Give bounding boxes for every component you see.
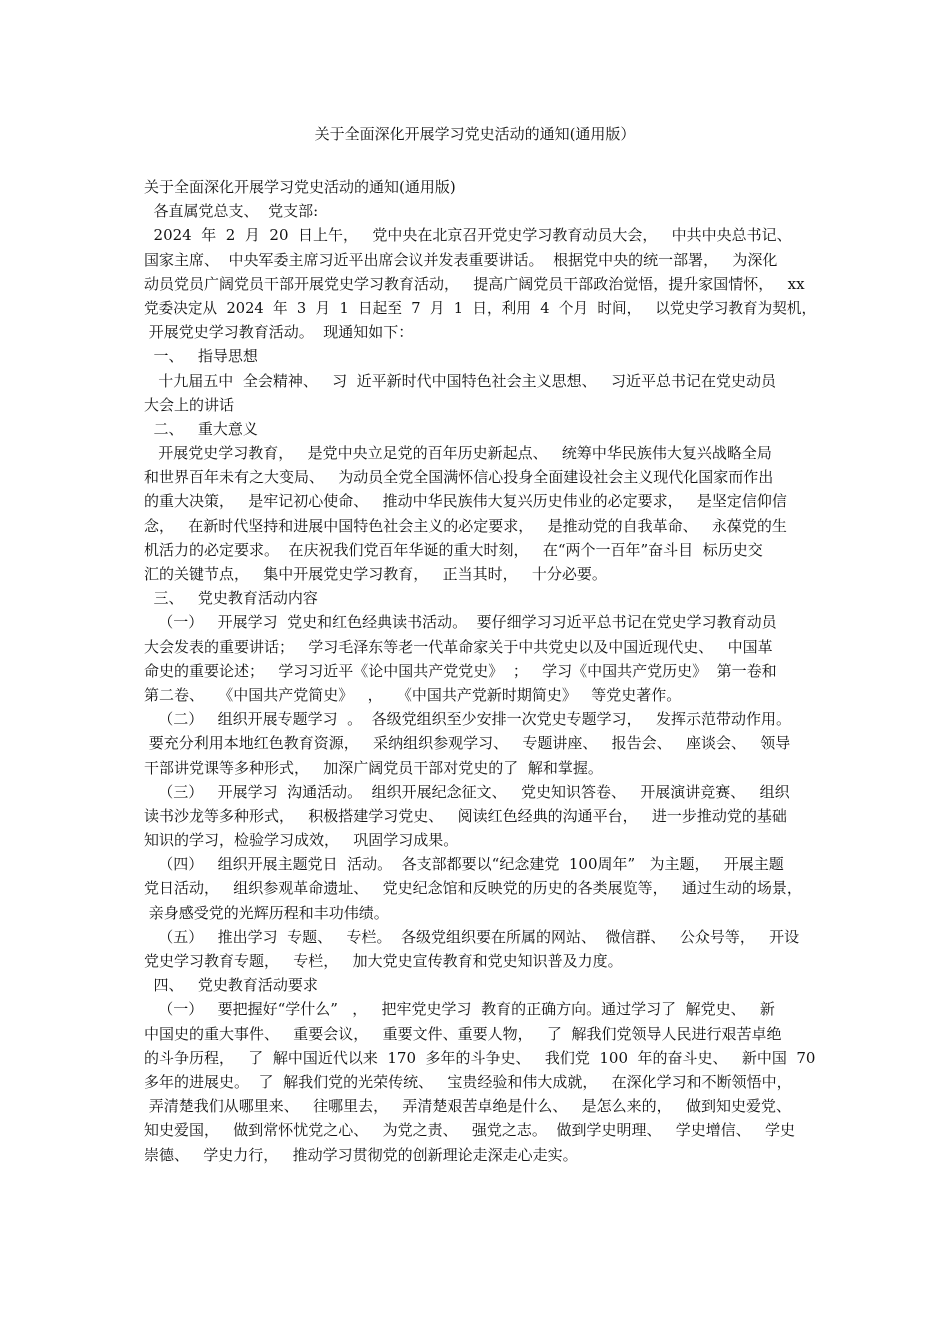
body-line: 命史的重要论述； 学习习近平《论中国共产党党史》 ； 学习《中国共产党历史》 第一卷和 [144,661,777,680]
body-line: 党史学习教育专题， 专栏， 加大党史宣传教育和党史知识普及力度。 [144,952,623,970]
body-line: 开展党史学习教育， 是党中央立足党的百年历史新起点、 统筹中华民族伟大复兴战略全局 [144,444,772,463]
body-line: （五） 推出学习 专题、 专栏。 各级党组织要在所属的网站、 微信群、 公众号等， 开设 [144,927,800,946]
body-line: （一） 要把握好“学什么” ， 把牢党史学习 教育的正确方向。通过学习了 解党史、 新 [144,1000,775,1019]
body-line: 党委决定从 2024 年 3 月 1 日起至 7 月 1 日，利用 4 个月 时间， 以党史学习教育为契机， [144,298,817,317]
body-line: 干部讲党课等多种形式， 加深广阔党员干部对党史的了 解和掌握。 [144,758,603,777]
body-line: 十九届五中 全会精神、 习 近平新时代中国特色社会主义思想、 习近平总书记在党史动员 [144,371,776,390]
section-heading: 一、 指导思想 [144,347,258,366]
body-line: 各直属党总支、 党支部: [144,202,319,221]
body-line: 要充分利用本地红色教育资源， 采纳组织参观学习、 专题讲座、 报告会、 座谈会、 领导 [144,734,791,753]
body-line: 多年的进展史。 了 解我们党的光荣传统、 宝贵经验和伟大成就， 在深化学习和不断领悟中， [144,1072,792,1091]
body-line: 汇的关键节点， 集中开展党史学习教育， 正当其时， 十分必要。 [144,565,607,583]
body-line: 亲身感受党的光辉历程和丰功伟绩。 [144,903,389,922]
body-line: 动员党员广阔党员干部开展党史学习教育活动， 提高广阔党员干部政治觉悟，提升家国情怀， xx [144,274,805,293]
body-line: （三） 开展学习 沟通活动。 组织开展纪念征文、 党史知识答卷、 开展演讲竞赛、 组织 [144,782,790,801]
body-line: 知史爱国， 做到常怀忧党之心、 为党之责、 强党之志。 做到学史明理、 学史增信、 学史 [144,1121,796,1140]
body-line: （一） 开展学习 党史和红色经典读书活动。 要仔细学习习近平总书记在党史学习教育动员 [144,613,777,632]
body-line: （二） 组织开展专题学习 。 各级党组织至少安排一次党史专题学习， 发挥示范带动作用。 [144,710,791,729]
body-line: 的斗争历程， 了 解中国近代以来 170 多年的斗争史、 我们党 100 年的奋斗史、 新中国 70 [144,1048,816,1067]
body-line: 和世界百年未有之大变局、 为动员全党全国满怀信心投身全面建设社会主义现代化国家而作出 [144,468,774,487]
body-line: 第二卷、 《中国共产党简史》 ， 《中国共产党新时期简史》 等党史著作。 [144,685,682,704]
body-line: 读书沙龙等多种形式， 积极搭建学习党史、 阅读红色经典的沟通平台， 进一步推动党的基础 [144,806,787,825]
body-line: 弄清楚我们从哪里来、 往哪里去， 弄清楚艰苦卓绝是什么、 是怎么来的， 做到知史爱党、 [144,1097,791,1116]
body-line: 机活力的必定要求。 在庆祝我们党百年华诞的重大时刻， 在“两个一百年”奋斗目 标历史交 [144,540,763,559]
body-line: 崇德、 学史力行， 推动学习贯彻党的创新理论走深走心走实。 [144,1145,578,1164]
body-line: 开展党史学习教育活动。 现通知如下： [144,323,414,342]
body-line: 大会发表的重要讲话； 学习毛泽东等老一代革命家关于中共党史以及中国近现代史、 中国革 [144,637,773,656]
section-heading: 四、 党史教育活动要求 [144,976,318,995]
section-heading: 二、 重大意义 [144,419,258,438]
body-line: 2024 年 2 月 20 日上午， 党中央在北京召开党史学习教育动员大会， 中共中央总书记、 [144,226,792,245]
body-line: 知识的学习，检验学习成效， 巩固学习成果。 [144,831,459,850]
body-line: 念， 在新时代坚持和进展中国特色社会主义的必定要求， 是推动党的自我革命、 永葆党的生 [144,516,787,535]
body-line: 大会上的讲话 [144,395,235,414]
body-line: 的重大决策， 是牢记初心使命、 推动中华民族伟大复兴历史伟业的必定要求， 是坚定信仰信 [144,492,787,511]
body-line: 关于全面深化开展学习党史活动的通知(通用版) [144,178,456,196]
section-heading: 三、 党史教育活动内容 [144,589,318,608]
body-line: 中国史的重大事件、 重要会议， 重要文件、重要人物， 了 解我们党领导人民进行艰苦卓绝 [144,1024,782,1043]
body-line: 党日活动， 组织参观革命遗址、 党史纪念馆和反映党的历史的各类展览等， 通过生动的场景， [144,879,802,898]
body-line: （四） 组织开展主题党日 活动。 各支部都要以“纪念建党 100周年” 为主题， 开展主题 [144,855,784,874]
body-line: 国家主席、 中央军委主席习近平出席会议并发表重要讲话。 根据党中央的统一部署， 为深化 [144,250,778,269]
document-body [144,175,816,1167]
document-title: 关于全面深化开展学习党史活动的通知(通用版） [314,125,636,143]
